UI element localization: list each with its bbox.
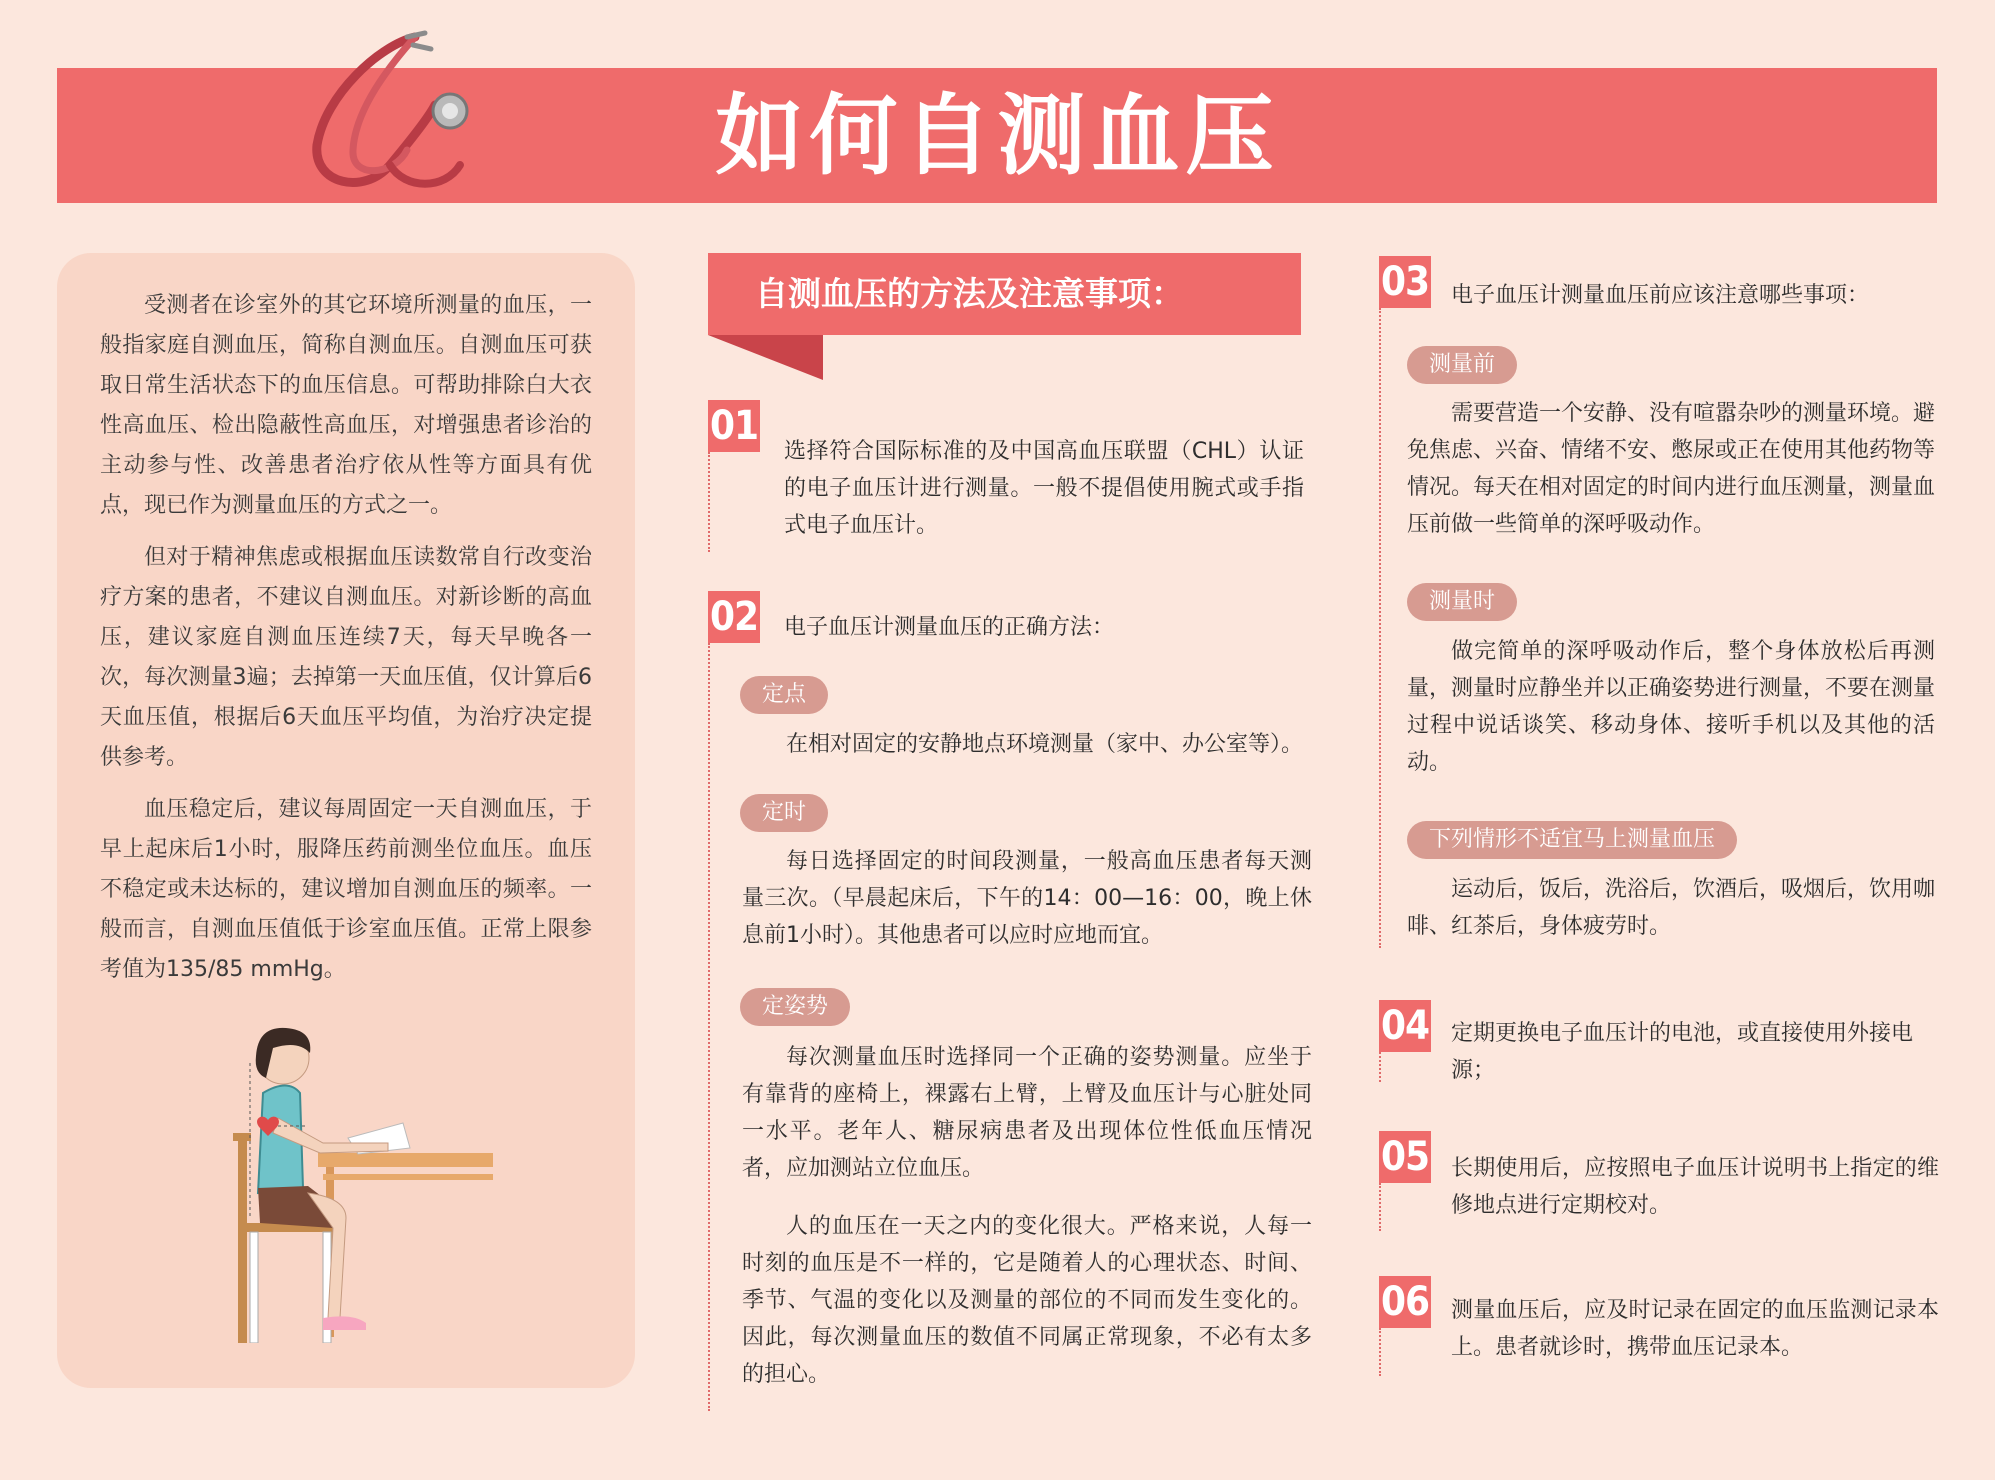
step-02-badge: 02 — [708, 591, 760, 643]
section-header-title: 自测血压的方法及注意事项： — [755, 274, 1184, 313]
before-measuring-text: 需要营造一个安静、没有喧嚣杂吵的测量环境。避免焦虑、兴奋、情绪不安、憋尿或正在使用其他药物等情况。每天在相对固定的时间内进行血压测量，测量血压前做一些简单的深呼吸动作。 — [1407, 401, 1936, 537]
pill-before-measuring: 测量前 — [1407, 346, 1517, 384]
step-05-text: 长期使用后，应按照电子血压计说明书上指定的维修地点进行定期校对。 — [1451, 1156, 1939, 1218]
step-01-text: 选择符合国际标准的及中国高血压联盟（CHL）认证的电子血压计进行测量。一般不提倡使用腕式或手指式电子血压计。 — [784, 439, 1304, 538]
step-06-badge: 06 — [1379, 1276, 1431, 1328]
variation-note: 人的血压在一天之内的变化很大。严格来说，人每一时刻的血压是不一样的，它是随着人的心理状态、时间、季节、气温的变化以及测量的部位的不同而发生变化的。因此，每次测量血压的数值不同属正常现象，不必有太多的担心。 — [742, 1214, 1312, 1387]
step-03-line — [1379, 308, 1381, 948]
step-04-line — [1379, 1052, 1381, 1082]
step-05-line — [1379, 1183, 1381, 1231]
step-06-line — [1379, 1328, 1381, 1376]
intro-paragraph-2: 但对于精神焦虑或根据血压读数常自行改变治疗方案的患者，不建议自测血压。对新诊断的高血压，建议家庭自测血压连续7天，每天早晚各一次，每次测量3遍；去掉第一天血压值，仅计算后6天血压值，根据后6天血压平均值，为治疗决定提供参考。 — [100, 545, 592, 770]
step-04-badge: 04 — [1379, 1000, 1431, 1052]
pill-fixed-place: 定点 — [740, 676, 828, 714]
fixed-place-text: 在相对固定的安静地点环境测量（家中、办公室等）。 — [786, 732, 1304, 757]
page-title: 如何自测血压 — [715, 84, 1280, 187]
pill-fixed-posture: 定姿势 — [740, 988, 850, 1026]
not-suitable-text: 运动后，饭后，洗浴后，饮酒后，吸烟后，饮用咖啡、红茶后，身体疲劳时。 — [1407, 877, 1936, 939]
step-03-intro: 电子血压计测量血压前应该注意哪些事项： — [1451, 283, 1870, 308]
stethoscope-icon — [295, 25, 495, 215]
step-06-text: 测量血压后，应及时记录在固定的血压监测记录本上。患者就诊时，携带血压记录本。 — [1451, 1298, 1939, 1360]
intro-paragraph-1: 受测者在诊室外的其它环境所测量的血压，一般指家庭自测血压，简称自测血压。自测血压可获取日常生活状态下的血压信息。可帮助排除白大衣性高血压、检出隐蔽性高血压，对增强患者诊治的主动参与性、改善患者治疗依从性等方面具有优点，现已作为测量血压的方式之一。 — [100, 293, 592, 518]
step-02-line — [708, 643, 710, 1411]
pill-not-suitable: 下列情形不适宜马上测量血压 — [1407, 821, 1737, 859]
step-01-badge: 01 — [708, 400, 760, 452]
step-01-line — [708, 452, 710, 552]
header-ribbon-tail — [708, 335, 823, 380]
fixed-posture-text: 每次测量血压时选择同一个正确的姿势测量。应坐于有靠背的座椅上，裸露右上臂，上臂及血压计与心脏处同一水平。老年人、糖尿病患者及出现体位性低血压情况者，应加测站立位血压。 — [742, 1045, 1312, 1181]
step-03-badge: 03 — [1379, 256, 1431, 308]
seated-person-illustration — [228, 1018, 498, 1343]
step-05-badge: 05 — [1379, 1131, 1431, 1183]
step-02-intro: 电子血压计测量血压的正确方法： — [784, 615, 1115, 640]
pill-during-measuring: 测量时 — [1407, 583, 1517, 621]
intro-paragraph-3: 血压稳定后，建议每周固定一天自测血压，于早上起床后1小时，服降压药前测坐位血压。血压不稳定或未达标的，建议增加自测血压的频率。一般而言，自测血压值低于诊室血压值。正常上限参考值为135/85 mmHg。 — [100, 797, 592, 982]
step-04-text: 定期更换电子血压计的电池，或直接使用外接电源； — [1451, 1021, 1914, 1083]
fixed-time-text: 每日选择固定的时间段测量，一般高血压患者每天测量三次。（早晨起床后，下午的14：00—16：00，晚上休息前1小时）。其他患者可以应时应地而宜。 — [742, 849, 1312, 948]
during-measuring-text: 做完简单的深呼吸动作后，整个身体放松后再测量，测量时应静坐并以正确姿势进行测量，不要在测量过程中说话谈笑、移动身体、接听手机以及其他的活动。 — [1407, 639, 1936, 775]
pill-fixed-time: 定时 — [740, 794, 828, 832]
